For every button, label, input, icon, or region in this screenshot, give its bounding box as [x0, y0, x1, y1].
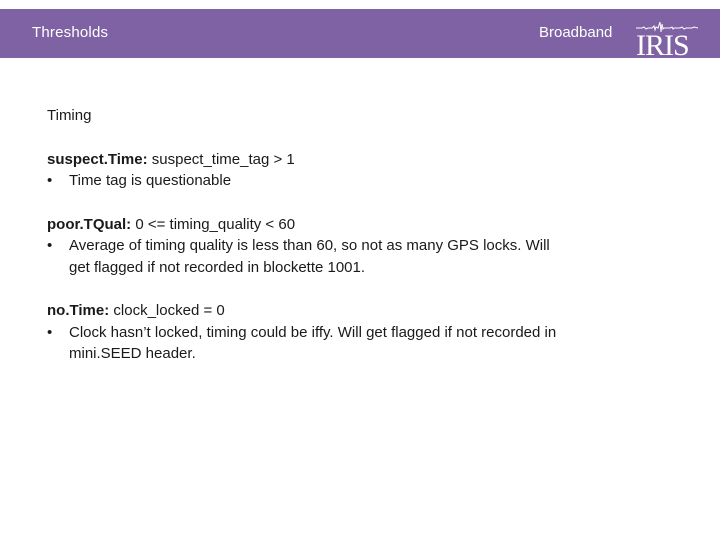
bullet-icon: •	[47, 172, 53, 189]
bullet-icon: •	[47, 323, 53, 341]
threshold-definition	[47, 149, 567, 171]
bullet-item	[47, 235, 567, 278]
threshold-expression: suspect_time_tag > 1	[151, 150, 295, 168]
section-heading: Timing	[47, 107, 92, 124]
threshold-definition	[47, 300, 567, 322]
threshold-item	[47, 300, 567, 365]
bullet-icon: •	[47, 237, 53, 254]
section-label: Broadband	[539, 24, 613, 41]
bullet-text: Time tag is questionable	[69, 172, 232, 189]
threshold-expression: 0 <= timing_quality < 60	[135, 215, 296, 233]
slide-body	[47, 105, 567, 387]
threshold-expression: clock_locked = 0	[113, 302, 225, 319]
bullet-item	[47, 170, 567, 192]
page-title: Thresholds	[32, 24, 109, 41]
logo-text: IRIS	[636, 29, 689, 62]
threshold-item	[47, 149, 567, 192]
title-bar	[0, 9, 720, 62]
bullet-text: Average of timing quality is less than 60, so not as many GPS locks. Will get flagged if not recorded in blockette 1001.	[69, 237, 550, 276]
threshold-term: poor.TQual:	[47, 215, 132, 233]
bullet-item	[47, 322, 567, 365]
bullet-text: Clock hasn’t locked, timing could be iffy. Will get flagged if not recorded in mini.SEED header.	[69, 323, 557, 362]
threshold-definition	[47, 214, 567, 236]
iris-logo	[636, 19, 698, 63]
threshold-item	[47, 214, 567, 279]
threshold-term: suspect.Time:	[47, 150, 148, 168]
threshold-term: no.Time:	[47, 302, 110, 319]
